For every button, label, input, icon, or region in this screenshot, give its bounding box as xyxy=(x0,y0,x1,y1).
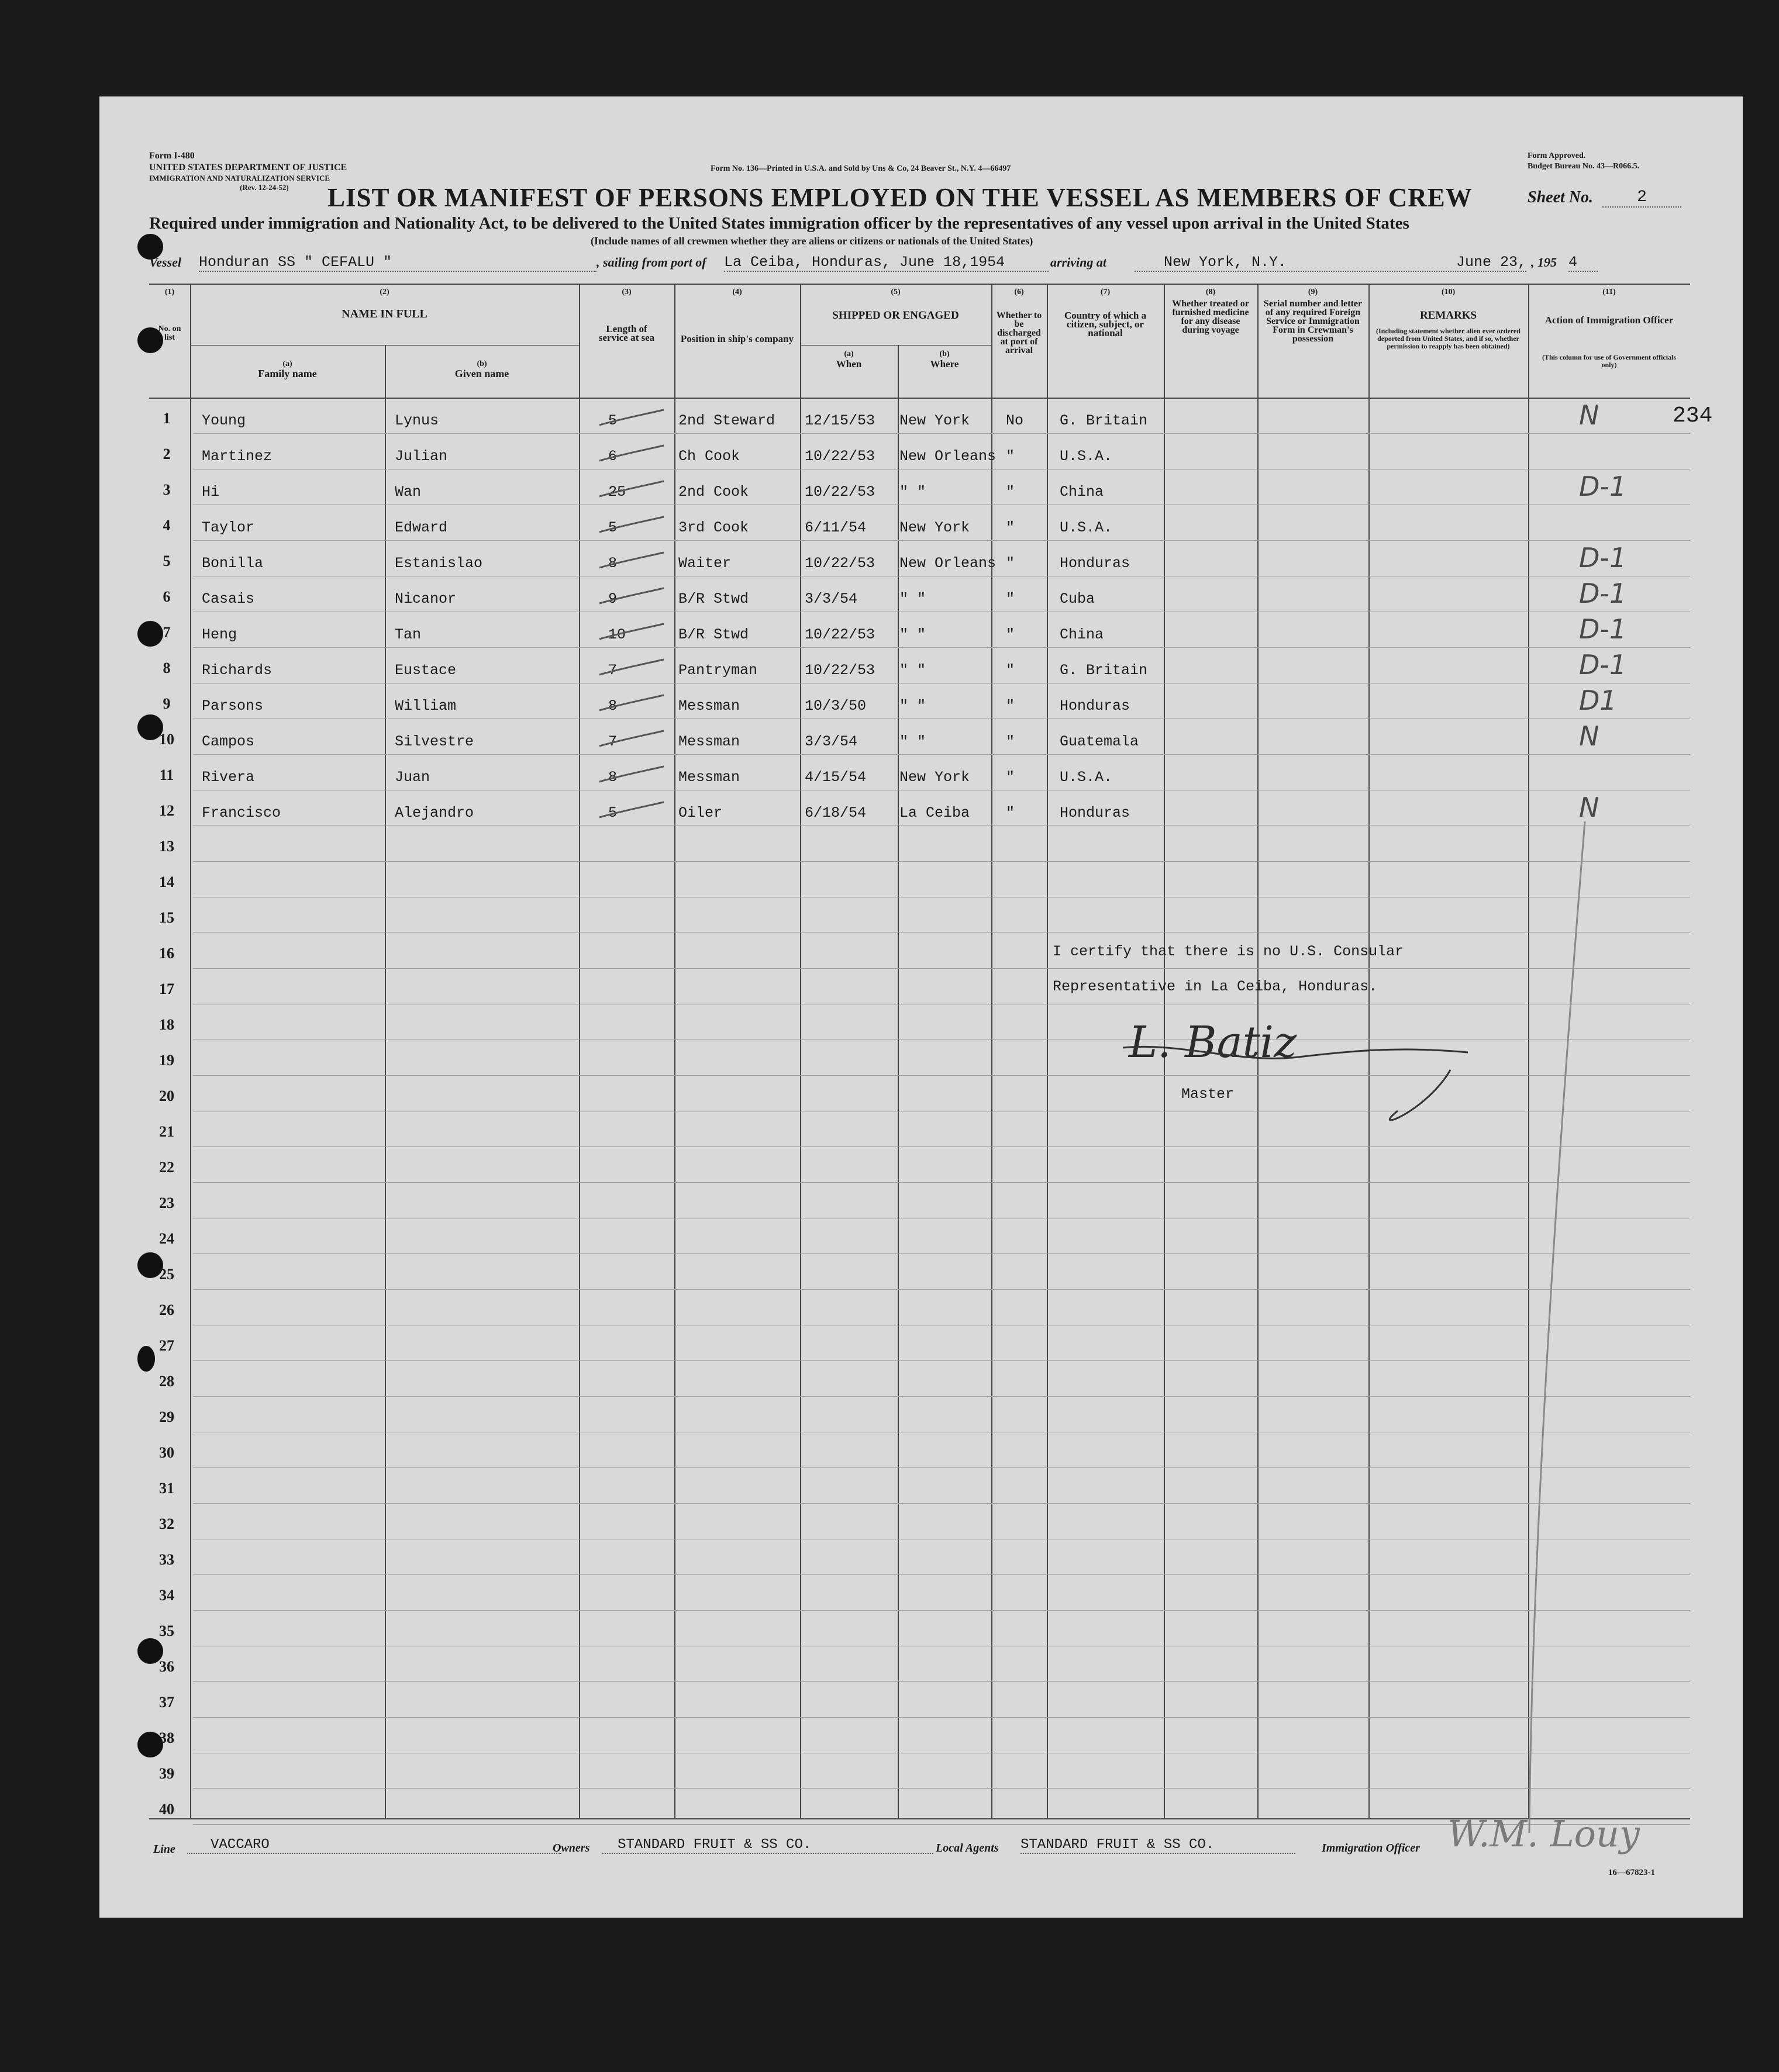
cell-length: 8 xyxy=(608,697,618,714)
row-number: 36 xyxy=(159,1658,174,1675)
row-rule xyxy=(193,433,1690,434)
cell-given: Wan xyxy=(395,484,422,500)
service: IMMIGRATION AND NATURALIZATION SERVICE xyxy=(149,174,330,182)
cell-given: Julian xyxy=(395,448,448,465)
row-number: 5 xyxy=(163,552,171,569)
col6-label: Whether to be discharged at port of arrival xyxy=(996,310,1042,355)
budget-bureau: Budget Bureau No. 43—R066.5. xyxy=(1528,162,1640,171)
row-number: 31 xyxy=(159,1480,174,1497)
col3-num: (3) xyxy=(622,288,632,296)
check-stroke xyxy=(597,763,667,786)
cell-position: B/R Stwd xyxy=(678,590,749,607)
check-stroke xyxy=(597,549,667,572)
cell-position: 2nd Steward xyxy=(678,412,775,429)
action-mark: D-1 xyxy=(1579,471,1627,502)
immigration-officer-signature: W.M. Louy xyxy=(1447,1812,1640,1855)
cell-where: " " xyxy=(899,626,926,643)
cell-country: Honduras xyxy=(1060,697,1130,714)
col5-num: (5) xyxy=(891,288,901,296)
col5b-num: (b) xyxy=(939,350,950,358)
cell-family: Heng xyxy=(202,626,237,643)
local-agents: STANDARD FRUIT & SS CO. xyxy=(1020,1837,1295,1854)
cell-position: Oiler xyxy=(678,804,723,821)
cell-length: 7 xyxy=(608,733,618,750)
row-rule xyxy=(193,1253,1690,1254)
row-number: 30 xyxy=(159,1444,174,1461)
cell-when: 10/22/53 xyxy=(805,484,875,500)
row-number: 28 xyxy=(159,1373,174,1390)
row-number: 35 xyxy=(159,1622,174,1639)
check-stroke xyxy=(597,478,667,501)
row-number: 29 xyxy=(159,1408,174,1425)
shipping-line: VACCARO xyxy=(187,1837,561,1854)
col5-label: SHIPPED OR ENGAGED xyxy=(832,309,959,322)
row-rule xyxy=(193,1610,1690,1611)
row-rule xyxy=(193,1467,1690,1468)
row-number: 7 xyxy=(163,624,171,641)
cell-given: Estanislao xyxy=(395,555,483,572)
owners-label: Owners xyxy=(553,1842,590,1855)
row-number: 14 xyxy=(159,873,174,890)
row-number: 2 xyxy=(163,446,171,462)
cell-when: 10/3/50 xyxy=(805,697,867,714)
sailing-port: La Ceiba, Honduras, June 18,1954 xyxy=(724,254,1049,272)
line-label: Line xyxy=(153,1843,175,1856)
arrival-date: June 23, xyxy=(1439,254,1526,272)
row-rule xyxy=(193,1574,1690,1575)
action-mark: D-1 xyxy=(1579,613,1627,645)
cell-discharge: " xyxy=(1006,626,1015,643)
cell-discharge: " xyxy=(1006,769,1015,786)
agents-label: Local Agents xyxy=(936,1842,999,1855)
cell-where: New York xyxy=(899,412,970,429)
cell-given: Alejandro xyxy=(395,804,474,821)
check-stroke xyxy=(597,692,667,715)
cell-position: B/R Stwd xyxy=(678,626,749,643)
cell-country: U.S.A. xyxy=(1060,448,1113,465)
col6-num: (6) xyxy=(1014,288,1024,296)
manifest-title: LIST OR MANIFEST OF PERSONS EMPLOYED ON THE VESSEL AS MEMBERS OF CREW xyxy=(327,183,1473,212)
col4-num: (4) xyxy=(732,288,742,296)
row-rule xyxy=(193,540,1690,541)
cell-when: 6/18/54 xyxy=(805,804,867,821)
cell-country: U.S.A. xyxy=(1060,519,1113,536)
cell-length: 5 xyxy=(608,412,618,429)
cell-length: 5 xyxy=(608,519,618,536)
cell-family: Campos xyxy=(202,733,255,750)
cell-discharge: No xyxy=(1006,412,1024,429)
row-number: 33 xyxy=(159,1551,174,1568)
cell-discharge: " xyxy=(1006,804,1015,821)
row-number: 3 xyxy=(163,481,171,498)
cell-discharge: " xyxy=(1006,555,1015,572)
cell-where: La Ceiba xyxy=(899,804,970,821)
cell-family: Martinez xyxy=(202,448,273,465)
row-number: 25 xyxy=(159,1266,174,1283)
row-number: 8 xyxy=(163,659,171,676)
cell-length: 5 xyxy=(608,804,618,821)
cell-given: Tan xyxy=(395,626,422,643)
col2-label: NAME IN FULL xyxy=(342,308,427,320)
row-number: 40 xyxy=(159,1801,174,1818)
cell-length: 6 xyxy=(608,448,618,465)
form-code: 16—67823-1 xyxy=(1608,1868,1655,1877)
signature-flourish xyxy=(1123,1041,1474,1134)
manifest-subtitle: Required under immigration and Nationality Act, to be delivered to the United States immigration officer by the representatives of any vessel upon arrival in the United States xyxy=(149,214,1409,233)
cell-length: 8 xyxy=(608,769,618,786)
col2b-label: Given name xyxy=(454,368,509,379)
sailing-label: , sailing from port of xyxy=(597,255,706,270)
col1-label: No. on list xyxy=(158,324,181,342)
row-number: 22 xyxy=(159,1159,174,1176)
check-stroke xyxy=(597,585,667,608)
cell-when: 10/22/53 xyxy=(805,662,875,679)
col8-num: (8) xyxy=(1205,288,1216,296)
row-rule xyxy=(193,1146,1690,1147)
cell-family: Bonilla xyxy=(202,555,264,572)
cell-country: Honduras xyxy=(1060,804,1130,821)
row-number: 21 xyxy=(159,1123,174,1140)
col10-label: REMARKS xyxy=(1419,309,1477,322)
cell-where: New Orleans xyxy=(899,555,997,572)
check-stroke xyxy=(597,656,667,679)
officer-label: Immigration Officer xyxy=(1322,1842,1420,1855)
row-number: 20 xyxy=(159,1087,174,1104)
row-number: 37 xyxy=(159,1694,174,1711)
cell-family: Hi xyxy=(202,484,220,500)
cell-when: 12/15/53 xyxy=(805,412,875,429)
cell-position: 2nd Cook xyxy=(678,484,749,500)
col5a-num: (a) xyxy=(844,350,854,358)
cell-country: Guatemala xyxy=(1060,733,1139,750)
cell-discharge: " xyxy=(1006,733,1015,750)
row-number: 4 xyxy=(163,517,171,534)
cell-position: Pantryman xyxy=(678,662,758,679)
cell-discharge: " xyxy=(1006,519,1015,536)
row-number: 1 xyxy=(163,410,171,427)
arriving-label: arriving at xyxy=(1050,255,1106,270)
col8-label: Whether treated or furnished medicine for any disease during voyage xyxy=(1172,299,1249,335)
row-number: 10 xyxy=(159,731,174,748)
check-stroke xyxy=(597,406,667,430)
col7-num: (7) xyxy=(1100,288,1111,296)
row-number: 19 xyxy=(159,1052,174,1069)
sheet-label: Sheet No. xyxy=(1528,188,1593,206)
row-number: 17 xyxy=(159,980,174,997)
check-stroke xyxy=(597,442,667,465)
row-rule xyxy=(193,968,1690,969)
cell-when: 6/11/54 xyxy=(805,519,867,536)
cell-position: Messman xyxy=(678,697,740,714)
row-number: 11 xyxy=(159,766,174,783)
cell-discharge: " xyxy=(1006,484,1015,500)
row-rule xyxy=(193,1360,1690,1361)
row-rule xyxy=(193,1289,1690,1290)
cell-discharge: " xyxy=(1006,590,1015,607)
master-signature: L. Batiz xyxy=(1129,1017,1297,1068)
year-prefix: , 195 xyxy=(1531,255,1557,270)
cell-discharge: " xyxy=(1006,697,1015,714)
arriving-port: New York, N.Y. xyxy=(1135,254,1468,272)
col1-num: (1) xyxy=(164,288,175,296)
row-rule xyxy=(193,1681,1690,1682)
cell-length: 25 xyxy=(608,484,626,500)
row-number: 16 xyxy=(159,945,174,962)
action-mark: D-1 xyxy=(1579,578,1627,609)
stamp-number: 234 xyxy=(1673,403,1713,429)
cell-length: 8 xyxy=(608,555,618,572)
cell-family: Casais xyxy=(202,590,255,607)
year-suffix: 4 xyxy=(1568,254,1598,272)
check-stroke xyxy=(597,620,667,644)
cell-given: Silvestre xyxy=(395,733,474,750)
owners: STANDARD FRUIT & SS CO. xyxy=(602,1837,933,1854)
manifest-note: (Include names of all crewmen whether they are aliens or citizens or nationals of the United States) xyxy=(591,235,1033,247)
row-number: 26 xyxy=(159,1301,174,1318)
cell-position: Ch Cook xyxy=(678,448,740,465)
cell-where: " " xyxy=(899,590,926,607)
row-rule xyxy=(193,1717,1690,1718)
cell-family: Parsons xyxy=(202,697,264,714)
row-number: 12 xyxy=(159,802,174,819)
department: UNITED STATES DEPARTMENT OF JUSTICE xyxy=(149,163,347,172)
cell-when: 10/22/53 xyxy=(805,555,875,572)
form-approved: Form Approved. xyxy=(1528,151,1586,160)
check-stroke xyxy=(597,799,667,822)
cell-length: 9 xyxy=(608,590,618,607)
cell-country: Honduras xyxy=(1060,555,1130,572)
row-rule xyxy=(193,1503,1690,1504)
col10-num: (10) xyxy=(1441,288,1456,296)
cell-when: 3/3/54 xyxy=(805,590,858,607)
cell-length: 10 xyxy=(608,626,626,643)
row-number: 32 xyxy=(159,1515,174,1532)
action-mark: N xyxy=(1579,399,1599,431)
cell-position: 3rd Cook xyxy=(678,519,749,536)
sheet-number: 2 xyxy=(1602,188,1681,208)
cell-where: New York xyxy=(899,769,970,786)
cell-length: 7 xyxy=(608,662,618,679)
col11-label: Action of Immigration Officer xyxy=(1544,315,1674,326)
row-rule xyxy=(193,1396,1690,1397)
cell-country: Cuba xyxy=(1060,590,1095,607)
col2b-num: (b) xyxy=(477,360,487,368)
cell-where: " " xyxy=(899,484,926,500)
col4-label: Position in ship's company xyxy=(680,333,794,344)
printer-line: Form No. 136—Printed in U.S.A. and Sold by Uns & Co, 24 Beaver St., N.Y. 4—66497 xyxy=(711,164,1011,173)
cell-where: " " xyxy=(899,733,926,750)
vessel-name: Honduran SS " CEFALU " xyxy=(199,254,597,272)
action-mark: D-1 xyxy=(1579,542,1627,574)
row-rule xyxy=(193,1182,1690,1183)
row-rule xyxy=(193,647,1690,648)
certification-line-2: Representative in La Ceiba, Honduras. xyxy=(1053,978,1378,995)
cell-when: 3/3/54 xyxy=(805,733,858,750)
cell-position: Messman xyxy=(678,769,740,786)
row-number: 24 xyxy=(159,1230,174,1247)
row-number: 6 xyxy=(163,588,171,605)
cell-position: Messman xyxy=(678,733,740,750)
cell-country: U.S.A. xyxy=(1060,769,1113,786)
cell-when: 10/22/53 xyxy=(805,448,875,465)
cell-family: Taylor xyxy=(202,519,255,536)
cell-country: G. Britain xyxy=(1060,412,1148,429)
row-number: 18 xyxy=(159,1016,174,1033)
row-number: 9 xyxy=(163,695,171,712)
certification-line-1: I certify that there is no U.S. Consular xyxy=(1053,943,1404,960)
col10-note: (Including statement whether alien ever ordered deported from United States, and if so, whether permission to reapply has been obtained) xyxy=(1376,327,1521,350)
row-number: 13 xyxy=(159,838,174,855)
row-number: 23 xyxy=(159,1194,174,1211)
cell-given: Edward xyxy=(395,519,448,536)
check-stroke xyxy=(597,727,667,751)
master-title: Master xyxy=(1181,1086,1235,1103)
cell-position: Waiter xyxy=(678,555,732,572)
check-stroke xyxy=(597,513,667,537)
cell-when: 4/15/54 xyxy=(805,769,867,786)
row-rule xyxy=(193,754,1690,755)
vessel-label: Vessel xyxy=(149,255,181,270)
cell-given: Nicanor xyxy=(395,590,457,607)
revision: (Rev. 12-24-52) xyxy=(240,183,289,192)
cell-where: " " xyxy=(899,697,926,714)
form-number: Form I-480 xyxy=(149,151,195,161)
cell-given: Lynus xyxy=(395,412,439,429)
col2-num: (2) xyxy=(380,288,389,296)
cell-country: China xyxy=(1060,626,1104,643)
cell-family: Richards xyxy=(202,662,273,679)
cell-country: China xyxy=(1060,484,1104,500)
row-number: 27 xyxy=(159,1337,174,1354)
col2a-label: Family name xyxy=(258,368,317,379)
action-mark: D-1 xyxy=(1579,649,1627,681)
action-mark: N xyxy=(1579,792,1599,823)
row-number: 34 xyxy=(159,1587,174,1604)
cell-where: New York xyxy=(899,519,970,536)
verification-stroke xyxy=(1521,819,1591,1836)
row-number: 39 xyxy=(159,1765,174,1782)
cell-given: William xyxy=(395,697,457,714)
row-number: 38 xyxy=(159,1729,174,1746)
action-mark: N xyxy=(1579,720,1599,752)
row-rule xyxy=(193,1788,1690,1789)
cell-when: 10/22/53 xyxy=(805,626,875,643)
cell-where: " " xyxy=(899,662,926,679)
row-rule xyxy=(193,861,1690,862)
col5a-label: When xyxy=(836,358,862,369)
cell-country: G. Britain xyxy=(1060,662,1148,679)
action-mark: D1 xyxy=(1579,685,1617,716)
row-number: 15 xyxy=(159,909,174,926)
col7-label: Country of which a citizen, subject, or national xyxy=(1064,310,1147,339)
col2a-num: (a) xyxy=(282,360,292,368)
col9-label: Serial number and letter of any required Foreign Service or Immigration Form in Crewman's possession xyxy=(1263,299,1363,344)
cell-discharge: " xyxy=(1006,448,1015,465)
cell-given: Juan xyxy=(395,769,430,786)
cell-discharge: " xyxy=(1006,662,1015,679)
col11-num: (11) xyxy=(1602,288,1616,296)
col11-note: (This column for use of Government officials only) xyxy=(1542,353,1677,369)
cell-family: Young xyxy=(202,412,246,429)
col9-num: (9) xyxy=(1308,288,1318,296)
cell-family: Francisco xyxy=(202,804,281,821)
col3-label: Length of service at sea xyxy=(598,323,655,343)
cell-given: Eustace xyxy=(395,662,457,679)
col5b-label: Where xyxy=(930,358,959,369)
cell-where: New Orleans xyxy=(899,448,997,465)
cell-family: Rivera xyxy=(202,769,255,786)
